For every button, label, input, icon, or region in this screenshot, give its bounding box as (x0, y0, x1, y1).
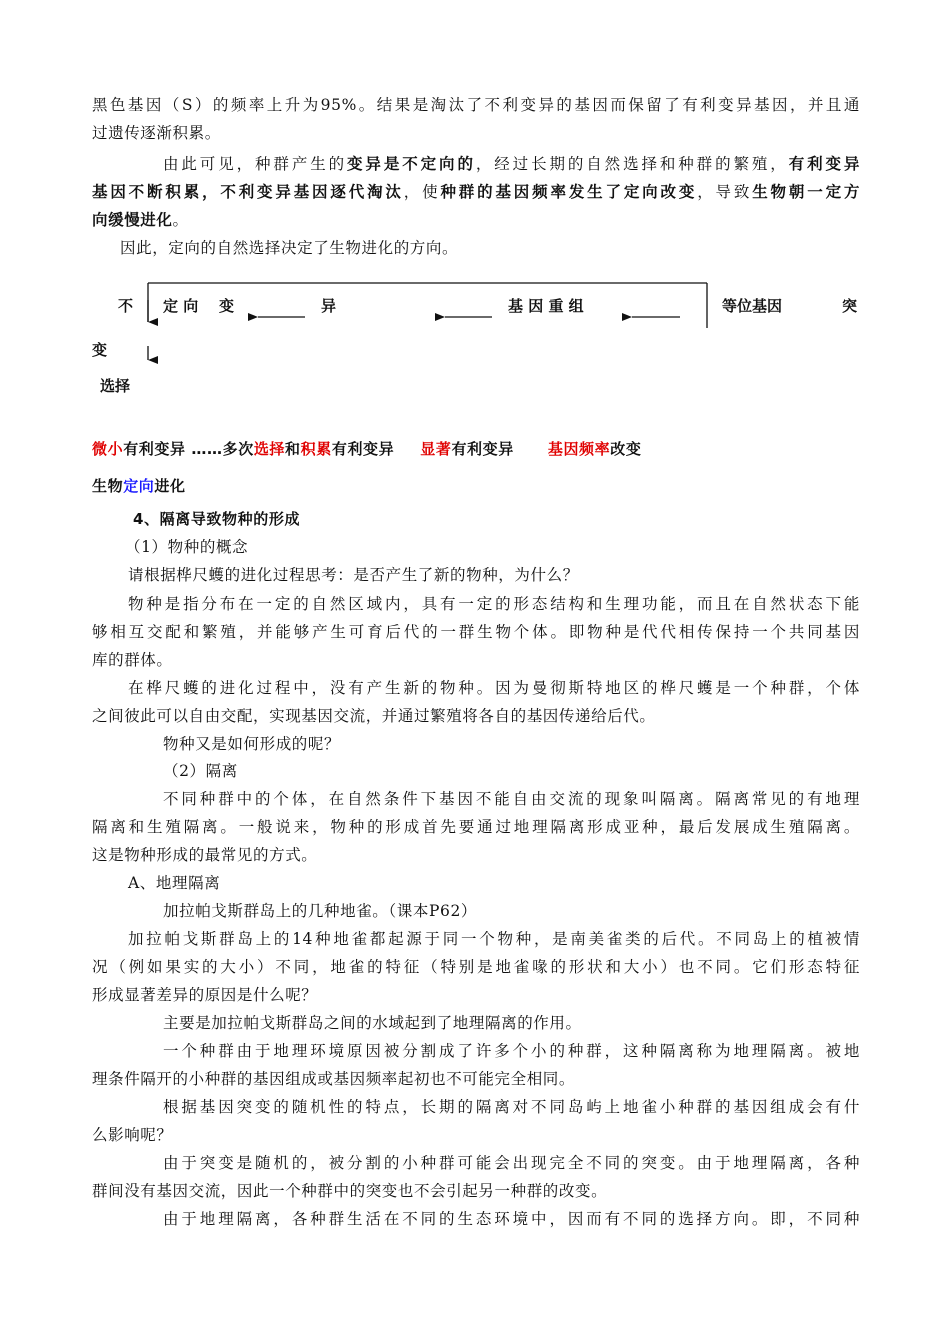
paragraph-line: 在桦尺蠖的进化过程中，没有产生新的物种。因为曼彻斯特地区的桦尺蠖是一个种群，个体 (128, 679, 860, 697)
bold-text: 有利变异 (788, 155, 861, 173)
paragraph-line: 库的群体。 (92, 651, 173, 669)
paragraph-line: 主要是加拉帕戈斯群岛之间的水域起到了地理隔离的作用。 (163, 1014, 582, 1032)
paragraph-line: 由此可见，种群产生的变异是不定向的，经过长期的自然选择和种群的繁殖，有利变异 (163, 155, 861, 173)
bold-text: 生物朝一定方 (752, 183, 861, 201)
section-heading: 4、隔离导致物种的形成 (133, 510, 301, 528)
paragraph-line: 由于地理隔离，各种群生活在不同的生态环境中，因而有不同的选择方向。即，不同种 (163, 1210, 860, 1228)
subheading: A、地理隔离 (128, 874, 221, 892)
evolution-flow: 微小有利变异 ……多次选择和积累有利变异 显著有利变异 基因频率改变 (92, 440, 642, 458)
paragraph-line: 请根据桦尺蠖的进化过程思考：是否产生了新的物种，为什么？ (128, 566, 579, 584)
diagram-label-yi: 异 (321, 297, 337, 315)
bold-text: 变异是不定向的 (347, 155, 476, 173)
flow-jilei: 积累 (300, 440, 332, 458)
diagram-label-bian: 变 (219, 297, 235, 315)
diagram-label-dingxiang: 定 向 (163, 297, 199, 315)
paragraph-line: 之间彼此可以自由交配，实现基因交流，并通过繁殖将各自的基因传递给后代。 (92, 707, 656, 725)
paragraph-line: 形成显著差异的原因是什么呢？ (92, 986, 318, 1004)
bold-text: 向缓慢进化 (92, 211, 173, 229)
paragraph-line: 群间没有基因交流，因此一个种群中的突变也不会引起另一种群的改变。 (92, 1182, 608, 1200)
subheading: （2）隔离 (163, 762, 238, 780)
flow-jiyin-pinlv: 基因频率 (547, 440, 611, 458)
paragraph-line: 黑色基因（S）的频率上升为95%。结果是淘汰了不利变异的基因而保留了有利变异基因，并且通 (92, 96, 860, 114)
subheading: （1）物种的概念 (125, 538, 249, 556)
paragraph-line: 够相互交配和繁殖，并能够产生可育后代的一群生物个体。即物种是代代相传保持一个共同基因 (92, 623, 860, 641)
diagram-label-bian2: 变 (92, 341, 108, 359)
variation-diagram (0, 0, 950, 420)
bold-text: 基因不断积累，不利变异基因逐代淘汰 (92, 183, 404, 201)
paragraph-line: 物种又是如何形成的呢？ (163, 735, 341, 753)
diagram-label-dengwei-jiyin: 等位基因 (722, 297, 783, 315)
paragraph-line: 隔离和生殖隔离。一般说来，物种的形成首先要通过地理隔离形成亚种，最后发展成生殖隔离。 (92, 818, 860, 836)
paragraph-line: 理条件隔开的小种群的基因组成或基因频率起初也不可能完全相同。 (92, 1070, 576, 1088)
paragraph-line: 因此，定向的自然选择决定了生物进化的方向。 (120, 239, 459, 257)
paragraph-line: 根据基因突变的随机性的特点，长期的隔离对不同岛屿上地雀小种群的基因组成会有什 (163, 1098, 860, 1116)
paragraph-line: 向缓慢进化。 (92, 211, 189, 229)
paragraph-line: 么影响呢？ (92, 1126, 173, 1144)
flow-dingxiang: 定向 (123, 477, 155, 495)
paragraph-line: 加拉帕戈斯群岛上的几种地雀。（课本P62） (163, 902, 478, 920)
diagram-label-bu: 不 (118, 297, 134, 315)
bold-text: 种群的基因频率发生了定向改变 (440, 183, 698, 201)
paragraph-line: 基因不断积累，不利变异基因逐代淘汰，使种群的基因频率发生了定向改变，导致生物朝一定方 (92, 183, 861, 201)
paragraph-line: 加拉帕戈斯群岛上的14种地雀都起源于同一个物种，是南美雀类的后代。不同岛上的植被情 (128, 930, 860, 948)
paragraph-line: 由于突变是随机的，被分割的小种群可能会出现完全不同的突变。由于地理隔离，各种 (163, 1154, 860, 1172)
paragraph-line: 一个种群由于地理环境原因被分割成了许多个小的种群，这种隔离称为地理隔离。被地 (163, 1042, 860, 1060)
paragraph-line: 这是物种形成的最常见的方式。 (92, 846, 318, 864)
paragraph-line: 不同种群中的个体，在自然条件下基因不能自由交流的现象叫隔离。隔离常见的有地理 (163, 790, 860, 808)
paragraph-line: 过遗传逐渐积累。 (92, 124, 221, 142)
diagram-label-jiyin-chongzu: 基 因 重 组 (508, 297, 584, 315)
flow-xianzhu: 显著 (420, 440, 452, 458)
paragraph-line: 况（例如果实的大小）不同，地雀的特征（特别是地雀喙的形状和大小）也不同。它们形态特征 (92, 958, 860, 976)
flow-weixiao: 微小 (92, 440, 124, 458)
paragraph-line: 物种是指分布在一定的自然区域内，具有一定的形态结构和生理功能，而且在自然状态下能 (128, 595, 860, 613)
diagram-label-xuanze: 选择 (100, 377, 131, 395)
flow-xuanze: 选择 (253, 440, 286, 458)
diagram-label-tu: 突 (842, 297, 858, 315)
evolution-flow-2: 生物定向进化 (92, 477, 186, 495)
